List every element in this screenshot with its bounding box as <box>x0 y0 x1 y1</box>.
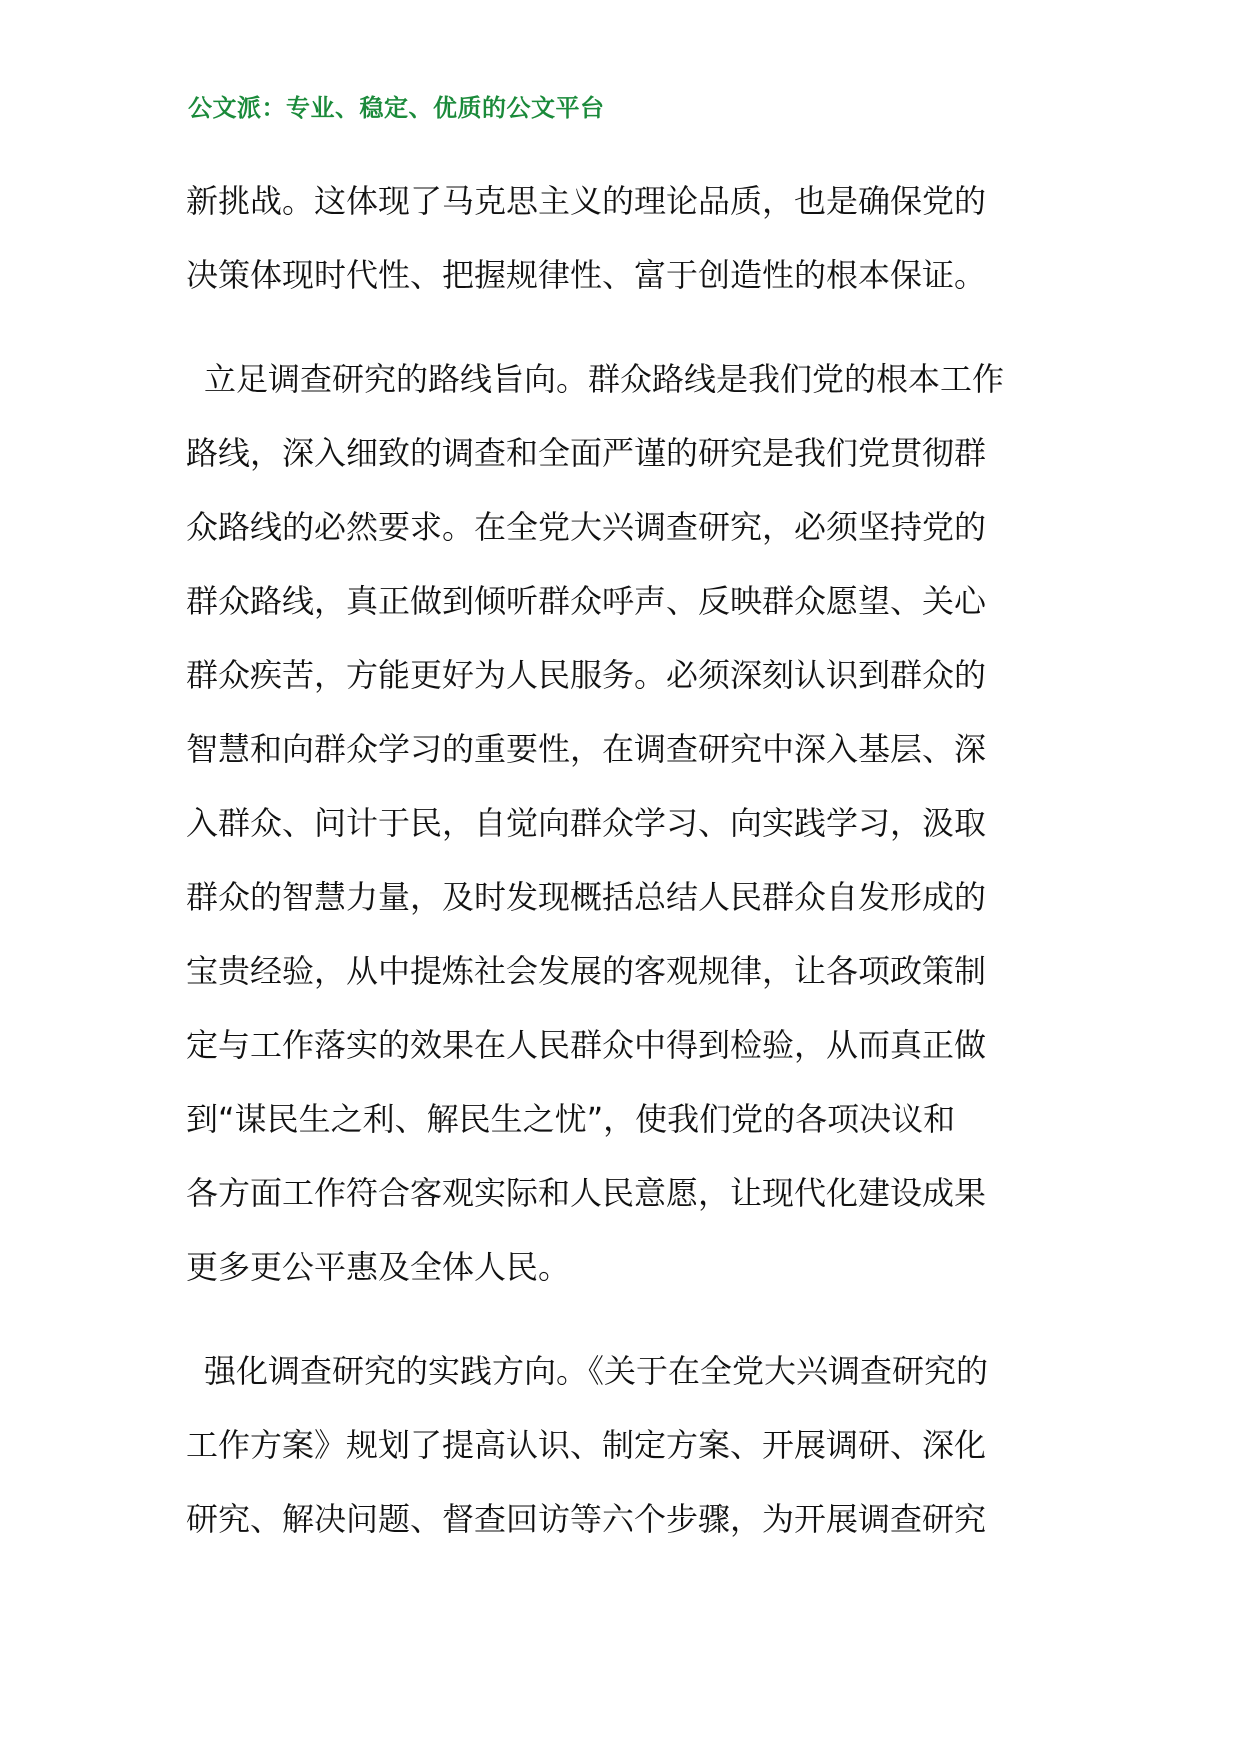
paragraph-line: 定与工作落实的效果在人民群众中得到检验，从而真正做 <box>186 1026 987 1064</box>
paragraph-line: 新挑战。这体现了马克思主义的理论品质，也是确保党的 <box>186 182 987 220</box>
paragraph-1 <box>186 164 1066 312</box>
paragraph-line: 工作方案》规划了提高认识、制定方案、开展调研、深化 <box>186 1426 987 1464</box>
paragraph-line: 更多更公平惠及全体人民。 <box>186 1248 571 1286</box>
paragraph-line: 宝贵经验，从中提炼社会发展的客观规律，让各项政策制 <box>186 952 987 990</box>
paragraph-line: 研究、解决问题、督查回访等六个步骤，为开展调查研究 <box>186 1500 987 1538</box>
paragraph-line: 群众路线，真正做到倾听群众呼声、反映群众愿望、关心 <box>186 582 987 620</box>
paragraph-line: 群众疾苦，方能更好为人民服务。必须深刻认识到群众的 <box>186 656 987 694</box>
paragraph-3 <box>186 1334 1066 1556</box>
paragraph-line: 众路线的必然要求。在全党大兴调查研究，必须坚持党的 <box>186 508 987 546</box>
paragraph-line: 智慧和向群众学习的重要性，在调查研究中深入基层、深 <box>186 730 987 768</box>
paragraph-2 <box>186 342 1066 1304</box>
paragraph-line: 到“谋民生之利、解民生之忧”，使我们党的各项决议和 <box>186 1100 956 1138</box>
paragraph-line: 决策体现时代性、把握规律性、富于创造性的根本保证。 <box>186 256 987 294</box>
paragraph-line: 路线，深入细致的调查和全面严谨的研究是我们党贯彻群 <box>186 434 987 472</box>
paragraph-line: 群众的智慧力量，及时发现概括总结人民群众自发形成的 <box>186 878 987 916</box>
paragraph-line: 立足调查研究的路线旨向。群众路线是我们党的根本工作 <box>204 360 1005 398</box>
paragraph-line: 入群众、问计于民，自觉向群众学习、向实践学习，汲取 <box>186 804 987 842</box>
page-header: 公文派：专业、稳定、优质的公文平台 <box>188 94 605 122</box>
paragraph-line: 强化调查研究的实践方向。《关于在全党大兴调查研究的 <box>204 1352 989 1390</box>
paragraph-line: 各方面工作符合客观实际和人民意愿，让现代化建设成果 <box>186 1174 987 1212</box>
document-body <box>186 164 1066 1586</box>
